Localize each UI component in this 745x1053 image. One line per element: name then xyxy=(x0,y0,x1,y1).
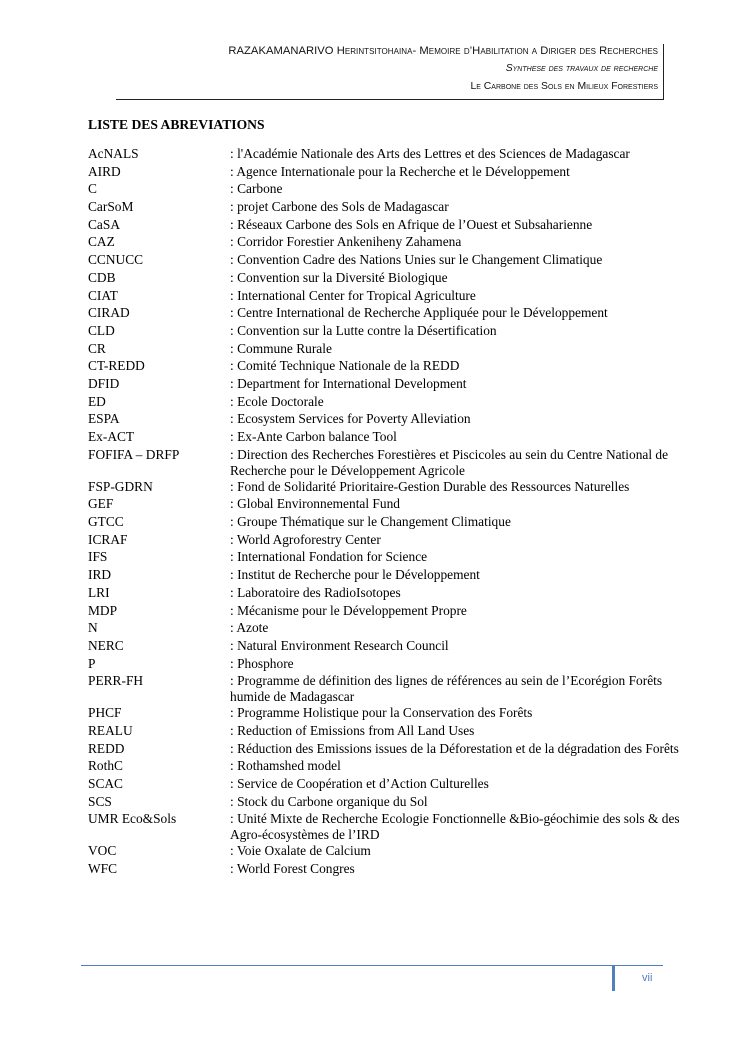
abbreviation-definition: : Programme Holistique pour la Conservation des Forêts xyxy=(230,705,533,721)
abbreviation-definition: : Fond de Solidarité Prioritaire-Gestion Durable des Ressources Naturelles xyxy=(230,478,630,494)
abbreviation-term: IRD xyxy=(88,567,112,583)
page-title: LISTE DES ABREVIATIONS xyxy=(88,117,265,132)
abbreviation-definition: : Convention Cadre des Nations Unies sur le Changement Climatique xyxy=(230,252,603,268)
abbreviation-term: AcNALS xyxy=(88,146,139,161)
abbreviation-term: REDD xyxy=(88,740,125,756)
abbreviation-row xyxy=(88,656,698,674)
abbreviation-definition: : Convention sur la Lutte contre la Désertification xyxy=(230,322,497,338)
abbreviation-definition: : World Agroforestry Center xyxy=(230,531,381,547)
abbreviation-term: NERC xyxy=(88,637,124,653)
abbreviation-row xyxy=(88,532,698,550)
abbreviation-term: ICRAF xyxy=(88,531,128,547)
abbreviation-term: FSP-GDRN xyxy=(88,478,153,494)
abbreviation-row xyxy=(88,861,698,879)
page-header xyxy=(116,44,658,94)
abbreviation-row xyxy=(88,479,698,497)
abbreviation-definition: : International Center for Tropical Agriculture xyxy=(230,287,476,303)
abbreviation-row xyxy=(88,305,698,323)
abbreviation-row xyxy=(88,164,698,182)
abbreviation-list xyxy=(88,146,698,879)
abbreviation-definition: : Direction des Recherches Forestières et Piscicoles au sein du Centre National de Recherche pour le Développement Agricole xyxy=(230,446,669,478)
abbreviation-term: VOC xyxy=(88,843,117,859)
abbreviation-row xyxy=(88,199,698,217)
abbreviation-definition: : projet Carbone des Sols de Madagascar xyxy=(230,199,449,215)
abbreviation-row xyxy=(88,673,698,705)
abbreviation-row xyxy=(88,514,698,532)
header-horizontal-rule xyxy=(116,99,664,100)
abbreviation-row xyxy=(88,323,698,341)
abbreviation-definition: : Carbone xyxy=(230,181,283,197)
abbreviation-term: ESPA xyxy=(88,411,120,427)
abbreviation-definition: : Commune Rurale xyxy=(230,340,332,356)
abbreviation-row xyxy=(88,776,698,794)
page-number: vii xyxy=(642,972,653,984)
abbreviation-row xyxy=(88,411,698,429)
abbreviation-definition: : Mécanisme pour le Développement Propre xyxy=(230,602,467,618)
abbreviation-definition: : Ecosystem Services for Poverty Alleviation xyxy=(230,411,471,427)
abbreviation-definition: : Groupe Thématique sur le Changement Climatique xyxy=(230,514,511,530)
abbreviation-term: PERR-FH xyxy=(88,673,144,689)
abbreviation-row xyxy=(88,758,698,776)
abbreviation-term: ED xyxy=(88,393,106,409)
abbreviation-row xyxy=(88,723,698,741)
abbreviation-definition: : Phosphore xyxy=(230,655,294,671)
abbreviation-row xyxy=(88,376,698,394)
abbreviation-term: CR xyxy=(88,340,106,356)
abbreviation-row xyxy=(88,741,698,759)
abbreviation-row xyxy=(88,549,698,567)
abbreviation-row xyxy=(88,811,698,843)
abbreviation-row xyxy=(88,234,698,252)
abbreviation-term: CT-REDD xyxy=(88,358,145,374)
abbreviation-term: Ex-ACT xyxy=(88,429,135,444)
abbreviation-definition: : Azote xyxy=(230,620,269,636)
abbreviation-term: SCAC xyxy=(88,776,123,791)
abbreviation-term: CarSoM xyxy=(88,199,134,215)
abbreviation-row xyxy=(88,638,698,656)
abbreviation-definition: : Unité Mixte de Recherche Ecologie Fonctionnelle &Bio-géochimie des sols & des Agro-écosystèmes de l’IRD xyxy=(230,811,680,843)
header-vertical-rule xyxy=(663,44,664,100)
footer-rule xyxy=(81,965,663,966)
abbreviation-definition: : Rothamshed model xyxy=(230,758,341,774)
abbreviation-term: CDB xyxy=(88,269,116,285)
abbreviation-term: AIRD xyxy=(88,163,121,179)
abbreviation-row xyxy=(88,217,698,235)
abbreviation-term: LRI xyxy=(88,584,110,600)
abbreviation-row xyxy=(88,705,698,723)
abbreviation-row xyxy=(88,394,698,412)
abbreviation-row xyxy=(88,358,698,376)
abbreviation-row xyxy=(88,270,698,288)
abbreviation-term: SCS xyxy=(88,793,112,809)
abbreviation-definition: : Department for International Development xyxy=(230,375,467,391)
abbreviation-definition: : International Fondation for Science xyxy=(230,549,428,565)
abbreviation-definition: : Corridor Forestier Ankeniheny Zahamena xyxy=(230,234,462,250)
abbreviation-term: MDP xyxy=(88,602,118,618)
abbreviation-term: C xyxy=(88,181,97,197)
abbreviation-definition: : Global Environnemental Fund xyxy=(230,496,400,512)
abbreviation-term: CaSA xyxy=(88,216,120,232)
abbreviation-row xyxy=(88,585,698,603)
abbreviation-definition: : Réduction des Emissions issues de la Déforestation et de la dégradation des Forêts xyxy=(230,740,679,756)
abbreviation-term: CIRAD xyxy=(88,305,130,321)
abbreviation-row xyxy=(88,341,698,359)
abbreviation-row xyxy=(88,288,698,306)
header-author-title: RAZAKAMANARIVO Herintsitohaina- Memoire d’Habilitation a Diriger des Recherches xyxy=(228,45,658,57)
abbreviation-term: DFID xyxy=(88,375,120,391)
abbreviation-row xyxy=(88,620,698,638)
abbreviation-term: REALU xyxy=(88,722,133,738)
abbreviation-row xyxy=(88,146,698,164)
footer-accent-bar xyxy=(612,965,615,991)
abbreviation-definition: : Service de Coopération et d’Action Culturelles xyxy=(230,776,489,791)
abbreviation-definition: : Centre International de Recherche Appliquée pour le Développement xyxy=(230,305,608,321)
abbreviation-definition: : Natural Environment Research Council xyxy=(230,637,449,653)
abbreviation-row xyxy=(88,252,698,270)
abbreviation-row xyxy=(88,496,698,514)
abbreviation-row xyxy=(88,603,698,621)
abbreviation-term: CIAT xyxy=(88,287,118,303)
abbreviation-definition: : Institut de Recherche pour le Développement xyxy=(230,567,480,583)
abbreviation-term: GTCC xyxy=(88,514,124,530)
abbreviation-term: GEF xyxy=(88,496,114,512)
abbreviation-term: CCNUCC xyxy=(88,252,144,268)
abbreviation-term: FOFIFA – DRFP xyxy=(88,446,180,462)
abbreviation-definition: : Ecole Doctorale xyxy=(230,393,324,409)
abbreviation-row xyxy=(88,181,698,199)
abbreviation-term: WFC xyxy=(88,861,118,877)
abbreviation-definition: : Reduction of Emissions from All Land Uses xyxy=(230,722,475,738)
abbreviation-definition: : l'Académie Nationale des Arts des Lettres et des Sciences de Madagascar xyxy=(230,146,630,161)
header-topic: Le Carbone des Sols en Milieux Forestiers xyxy=(470,81,658,92)
abbreviation-definition: : Réseaux Carbone des Sols en Afrique de l’Ouest et Subsaharienne xyxy=(230,216,593,232)
abbreviation-definition: : Ex-Ante Carbon balance Tool xyxy=(230,429,397,444)
abbreviation-definition: : Voie Oxalate de Calcium xyxy=(230,843,371,859)
abbreviation-term: P xyxy=(88,655,96,671)
abbreviation-row xyxy=(88,567,698,585)
abbreviation-term: N xyxy=(88,620,98,636)
abbreviation-term: PHCF xyxy=(88,705,122,721)
abbreviation-definition: : Stock du Carbone organique du Sol xyxy=(230,793,428,809)
abbreviation-definition: : Comité Technique Nationale de la REDD xyxy=(230,358,460,374)
abbreviation-row xyxy=(88,447,698,479)
abbreviation-term: CLD xyxy=(88,322,115,338)
abbreviation-definition: : Agence Internationale pour la Recherche et le Développement xyxy=(230,163,570,179)
abbreviation-term: CAZ xyxy=(88,234,115,250)
abbreviation-row xyxy=(88,794,698,812)
abbreviation-term: UMR Eco&Sols xyxy=(88,811,177,827)
abbreviation-term: IFS xyxy=(88,549,108,565)
header-section: Synthese des travaux de recherche xyxy=(505,63,658,74)
abbreviation-row xyxy=(88,429,698,447)
abbreviation-definition: : Programme de définition des lignes de références au sein de l’Ecorégion Forêts humide de Madagascar xyxy=(230,673,663,705)
abbreviation-definition: : Laboratoire des RadioIsotopes xyxy=(230,584,401,600)
abbreviation-definition: : World Forest Congres xyxy=(230,861,355,877)
abbreviation-row xyxy=(88,843,698,861)
abbreviation-term: RothC xyxy=(88,758,123,774)
abbreviation-definition: : Convention sur la Diversité Biologique xyxy=(230,269,448,285)
